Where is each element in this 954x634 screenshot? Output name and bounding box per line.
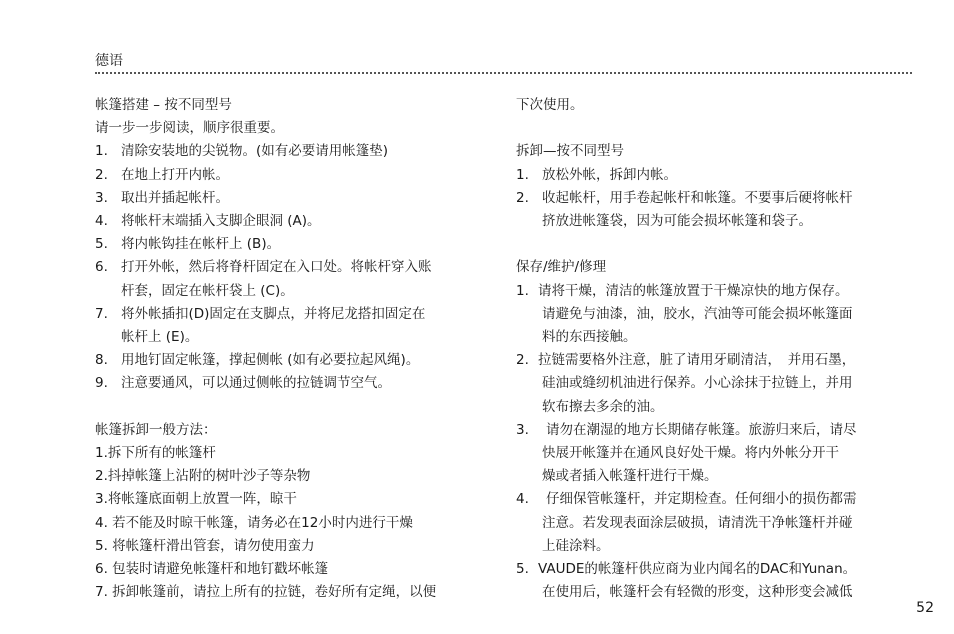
- step-text-continued: 注意。若发现表面涂层破损，请清洗干净帐篷杆并碰: [542, 514, 853, 531]
- step-text-continued: 杆套，固定在帐杆袋上 (C)。: [121, 282, 294, 299]
- continued-text: 下次使用。: [516, 97, 584, 113]
- step-text: 打开外帐，然后将脊杆固定在入口处。将帐杆穿入账: [121, 259, 432, 276]
- takedown-step: 1.拆下所有的帐篷杆: [95, 445, 216, 462]
- step-number: 3.: [516, 421, 529, 438]
- care-step: [516, 419, 916, 442]
- right-column: [516, 94, 916, 604]
- takedown-title: 帐篷拆卸一般方法：: [95, 421, 217, 438]
- setup-step: [95, 140, 495, 163]
- step-text-continued: 帐杆上 (E)。: [121, 329, 199, 346]
- step-text: 拉链需要格外注意，脏了请用牙刷清洁， 并用石墨，: [538, 352, 856, 369]
- dismantle-step: [516, 187, 916, 210]
- care-step-list: [516, 280, 916, 605]
- takedown-step: 5. 将帐篷杆滑出管套，请勿使用蛮力: [95, 537, 315, 554]
- care-step: [516, 280, 916, 303]
- step-text-continued: 快展开帐篷并在通风良好处干燥。将内外帐分开干: [542, 445, 839, 462]
- setup-title: 帐篷搭建 – 按不同型号: [95, 97, 232, 113]
- care-title: 保存/维护/修理: [516, 259, 607, 276]
- step-number: 1.: [516, 166, 529, 183]
- step-number: 7.: [95, 305, 108, 322]
- step-text-continued: 料的东西接触。: [542, 329, 637, 345]
- takedown-step: 6. 包装时请避免帐篷杆和地钉戳坏帐篷: [95, 561, 329, 578]
- dismantle-step: [516, 164, 916, 187]
- step-text: 将内帐钩挂在帐杆上 (B)。: [121, 236, 281, 253]
- dismantle-title: 拆卸—按不同型号: [516, 143, 624, 160]
- step-text: 注意要通风，可以通过侧帐的拉链调节空气。: [121, 375, 391, 392]
- step-number: 9.: [95, 375, 108, 392]
- setup-intro: 请一步一步阅读，顺序很重要。: [95, 120, 284, 137]
- step-number: 4.: [516, 491, 529, 508]
- left-column: [95, 94, 495, 604]
- step-number: 5.: [95, 236, 108, 253]
- step-text-continued: 在使用后，帐篷杆会有轻微的形变，这种形变会减低: [542, 584, 853, 601]
- step-number: 2.: [95, 166, 108, 183]
- setup-step: [95, 210, 495, 233]
- care-step: [516, 488, 916, 511]
- step-text: 请勿在潮湿的地方长期储存帐篷。旅游归来后，请尽: [546, 421, 857, 438]
- setup-step: [95, 187, 495, 210]
- paragraph-gap: [516, 233, 916, 256]
- step-text: 将外帐插扣(D)固定在支脚点，并将尼龙搭扣固定在: [121, 305, 426, 322]
- takedown-step: 7. 拆卸帐篷前，请拉上所有的拉链，卷好所有定绳，以便: [95, 584, 437, 601]
- step-number: 5.: [516, 561, 529, 578]
- step-text-continued: 挤放进帐篷袋，因为可能会损坏帐篷和袋子。: [542, 213, 812, 229]
- step-text-continued: 硅油或缝纫机油进行保养。小心涂抹于拉链上，并用: [542, 375, 853, 392]
- step-number: 8.: [95, 352, 108, 369]
- step-number: 3.: [95, 189, 108, 206]
- care-step: [516, 349, 916, 372]
- step-text: VAUDE的帐篷杆供应商为业内闻名的DAC和Yunan。: [538, 561, 857, 578]
- step-text-continued: 软布擦去多余的油。: [542, 398, 664, 415]
- takedown-step-list: [95, 442, 495, 604]
- setup-step: [95, 372, 495, 395]
- paragraph-gap: [516, 117, 916, 140]
- step-number: 1.: [95, 143, 108, 160]
- takedown-step: 3.将帐篷底面朝上放置一阵，晾干: [95, 491, 297, 508]
- setup-step: [95, 164, 495, 187]
- step-text: 在地上打开内帐。: [121, 166, 229, 183]
- step-text: 请将干燥，清洁的帐篷放置于干燥凉快的地方保存。: [538, 282, 849, 299]
- step-text-continued: 请避免与油漆，油，胶水，汽油等可能会损坏帐篷面: [542, 305, 853, 322]
- step-text: 清除安装地的尖锐物。(如有必要请用帐篷垫): [121, 143, 389, 160]
- step-text: 收起帐杆，用手卷起帐杆和帐篷。不要事后硬将帐杆: [542, 189, 853, 206]
- step-text-continued: 燥或者插入帐篷杆进行干燥。: [542, 468, 718, 485]
- care-step: [516, 558, 916, 581]
- dismantle-step-list: [516, 164, 916, 234]
- step-number: 2.: [516, 352, 529, 369]
- step-text-continued: 上硅涂料。: [542, 537, 610, 554]
- setup-step: [95, 233, 495, 256]
- step-text: 将帐杆末端插入支脚企眼洞 (A)。: [121, 213, 321, 230]
- page-number: 52: [916, 600, 934, 616]
- setup-step-list: [95, 140, 495, 395]
- section-header-language: 德语: [95, 53, 123, 69]
- takedown-step: 2.抖掉帐篷上沾附的树叶沙子等杂物: [95, 468, 311, 485]
- step-number: 1.: [516, 282, 529, 299]
- step-text: 仔细保管帐篷杆，并定期检查。任何细小的损伤都需: [546, 491, 857, 508]
- step-number: 4.: [95, 213, 108, 230]
- setup-step: [95, 349, 495, 372]
- step-text: 放松外帐，拆卸内帐。: [542, 166, 677, 183]
- step-text: 取出并插起帐杆。: [121, 189, 229, 206]
- paragraph-gap: [95, 396, 495, 419]
- step-number: 2.: [516, 189, 529, 206]
- takedown-step: 4. 若不能及时晾干帐篷，请务必在12小时内进行干燥: [95, 514, 413, 531]
- dotted-divider: [95, 72, 912, 74]
- step-text: 用地钉固定帐篷，撑起侧帐 (如有必要拉起风绳)。: [121, 352, 420, 369]
- step-number: 6.: [95, 259, 108, 276]
- setup-step: [95, 256, 495, 279]
- setup-step: [95, 303, 495, 326]
